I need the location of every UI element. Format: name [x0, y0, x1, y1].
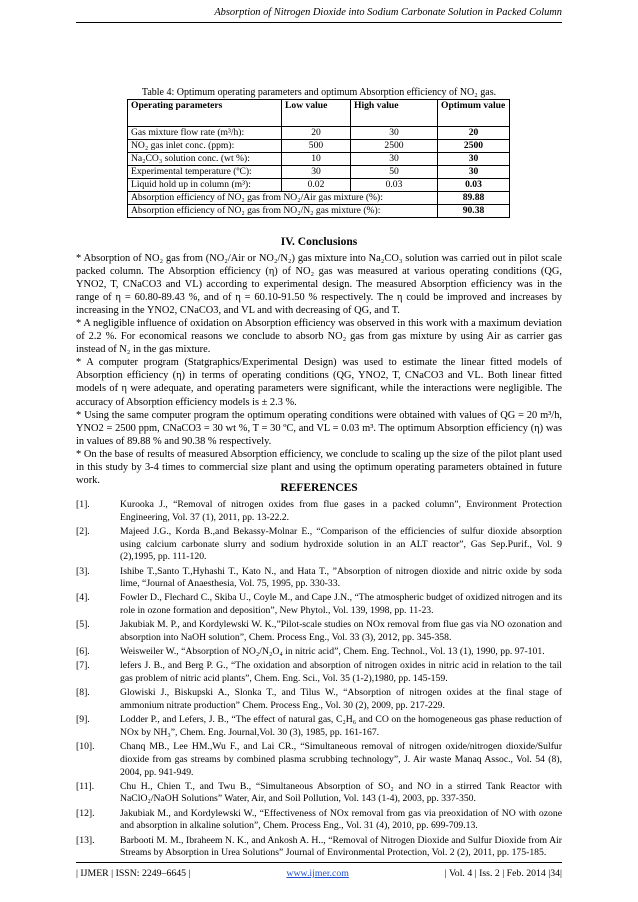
reference-text: Kurooka J., “Removal of nitrogen oxides from flue gases in a packed column”, Environment Protection Engineering, Vol. 37 (1), 2011, pp. 13-22.2. [120, 499, 562, 523]
reference-item [76, 714, 562, 739]
reference-number: [9]. [76, 714, 90, 726]
footer-issue-info: | Vol. 4 | Iss. 2 | Feb. 2014 |34| [444, 868, 562, 879]
low-value-cell: 20 [282, 127, 351, 140]
reference-number: [7]. [76, 660, 90, 672]
table-summary-row [128, 192, 510, 205]
conclusion-paragraph: * Using the same computer program the optimum operating conditions were obtained with values of QG = 20 m³/h, YNO2 = 2500 ppm, CNaCO3 = 30 wt %, T = 30 ºC, and VL = 0.03 m³. The optimum Absorption efficiency (η) was in values of 89.88 % and 90.38 % respectively. [76, 409, 562, 447]
high-value-cell: 30 [351, 153, 438, 166]
high-value-cell: 30 [351, 127, 438, 140]
reference-item [76, 566, 562, 591]
table-row [128, 179, 510, 192]
table-header-cell: Low value [282, 100, 351, 127]
table-row [128, 127, 510, 140]
optimum-value-cell: 2500 [438, 140, 510, 153]
reference-text: Chu H., Chien T., and Twu B., “Simultaneous Absorption of SO₂ and NO in a stirred Tank Reactor with NaClO₂/NaOH Solutions” Water, Air, and Soil Pollution, Vol. 143 (1-4), 2003, pp. 337-350. [120, 780, 562, 805]
reference-item [76, 781, 562, 806]
table-row [128, 153, 510, 166]
reference-text: lefers J. B., and Berg P. G., “The oxidation and absorption of nitrogen oxides in nitric acid in relation to the tail gas problem of nitric acid plants”, Chem. Eng. Sci., Vol. 35 (1-2),1980, pp. 145-159. [120, 660, 562, 685]
reference-text: Weisweiler W., “Absorption of NO₂/N₂O₄ in nitric acid”, Chem. Eng. Technol., Vol. 13 (1), 1990, pp. 97-101. [120, 646, 545, 658]
reference-text: Jakubiak M., and Kordylewski W., “Effectiveness of NOx removal from gas via preoxidation of NO with ozone and absorption in alkaline solution”, Chem. Process Eng., Vol. 31 (4), 2010, pp. 699-709.13. [120, 807, 562, 832]
page-footer [76, 868, 562, 879]
reference-item [76, 592, 562, 617]
low-value-cell: 10 [282, 153, 351, 166]
parameter-cell: Experimental temperature (ºC): [128, 166, 282, 179]
reference-text: Lodder P., and Lefers, J. B., “The effect of natural gas, C₂H₆ and CO on the homogeneous gas phase reduction of NOx by NH₃”, Chem. Eng. Journal,Vol. 30 (3), 1985, pp. 161-167. [120, 714, 562, 738]
table-header-cell: Optimum value [438, 100, 510, 127]
reference-number: [11]. [76, 780, 95, 792]
optimum-value-cell: 20 [438, 127, 510, 140]
reference-text: Fowler D., Flechard C., Skiba U., Coyle M., and Cape J.N., “The atmospheric budget of oxidized nitrogen and its role in ozone formation and deposition”, New Phytol., Vol. 139, 1998, pp. 11-23. [120, 592, 562, 617]
summary-label-cell: Absorption efficiency of NO₂ gas from NO₂/N₂ gas mixture (%): [128, 205, 438, 218]
table-header-cell: High value [351, 100, 438, 127]
conclusions-body [76, 252, 562, 487]
table-summary-row [128, 205, 510, 218]
table-header-cell: Operating parameters [128, 100, 282, 127]
high-value-cell: 0.03 [351, 179, 438, 192]
reference-number: [4]. [76, 592, 90, 604]
table-row [128, 166, 510, 179]
reference-item [76, 660, 562, 685]
reference-number: [1]. [76, 499, 90, 510]
reference-text: Ishibe T.,Santo T.,Hyhashi T., Kato N., and Hata T., ”Absorption of nitrogen dioxide and nitric oxide by soda lime, “Journal of Anaesthesia, Vol. 75, 1995, pp. 330-33. [120, 565, 562, 590]
high-value-cell: 50 [351, 166, 438, 179]
summary-label-cell: Absorption efficiency of NO₂ gas from NO₂/Air gas mixture (%): [128, 192, 438, 205]
reference-text: Jakubiak M. P., and Kordylewski W. K.,”Pilot-scale studies on NOx removal from flue gas via NO ozonation and absorption into NaOH solution”, Chem. Process Eng., Vol. 33 (3), 2012, pp. 345-358. [120, 619, 562, 644]
reference-number: [3]. [76, 565, 90, 577]
conclusion-paragraph: * Absorption of NO₂ gas from (NO₂/Air or NO₂/N₂) gas mixture into Na₂CO₃ solution was carried out in pilot scale packed column. The Absorption efficiency (η) of NO₂ gas was measured at various operating conditions (QG, YNO2, T, CNaCO3 and VL) according to experimental design. The measured Absorption efficiency was in the range of η = 60.80-89.43 %, and of η = 60.10-91.50 % respectively. The η could be improved and increases by increasing in the YNO2, CNaCO3, and VL and with decreasing of QG, and T. [76, 253, 562, 317]
table-row [128, 140, 510, 153]
conclusions-heading: IV. Conclusions [280, 236, 358, 248]
reference-item [76, 646, 562, 659]
header-rule [76, 22, 562, 23]
reference-item [76, 619, 562, 644]
reference-number: [12]. [76, 807, 95, 819]
footer-rule [76, 862, 562, 863]
reference-item [76, 741, 562, 779]
parameter-cell: Na₂CO₃ solution conc. (wt %): [128, 153, 282, 166]
high-value-cell: 2500 [351, 140, 438, 153]
table-header-row [128, 100, 510, 127]
parameter-cell: NO₂ gas inlet conc. (ppm): [128, 140, 282, 153]
conclusion-paragraph: * A negligible influence of oxidation on Absorption efficiency was observed in this work with a maximum deviation of 2.2 %. For economical reasons we conclude to absorb NO₂ gas from gas mixture by using Air as carrier gas instead of N₂ in the gas mixture. [76, 318, 562, 356]
conclusion-paragraph: * On the base of results of measured Absorption efficiency, we conclude to scaling up the size of the pilot plant used in this study by 3-4 times to commercial size plant and using the optimum operating parameters obtained in future work. [76, 448, 562, 486]
reference-number: [5]. [76, 619, 90, 631]
reference-number: [6]. [76, 646, 90, 658]
footer-url-link[interactable]: www.ijmer.com [286, 868, 349, 879]
references-heading: REFERENCES [280, 482, 358, 494]
optimum-value-cell: 30 [438, 153, 510, 166]
reference-item [76, 499, 562, 524]
references-list [76, 499, 562, 861]
reference-item [76, 808, 562, 833]
footer-journal-info: | IJMER | ISSN: 2249–6645 | [76, 868, 191, 879]
parameter-cell: Gas mixture flow rate (m³/h): [128, 127, 282, 140]
conclusion-paragraph: * A computer program (Statgraphics/Experimental Design) was used to estimate the linear fitted models of Absorption efficiency (η) in terms of operating conditions (QG, YNO2, T, CNaCO3 and VL. Both linear fitted models of η were adequate, and operating parameters were significant, while the interactions were negligible. The accuracy of Absorption efficiency models is ± 2.3 %. [76, 357, 562, 408]
parameter-cell: Liquid hold up in column (m³): [128, 179, 282, 192]
summary-value-cell: 89.88 [438, 192, 510, 205]
low-value-cell: 500 [282, 140, 351, 153]
reference-number: [10]. [76, 741, 95, 753]
low-value-cell: 0.02 [282, 179, 351, 192]
reference-text: Glowiski J., Biskupski A., Slonka T., and Tilus W., “Absorption of nitrogen oxides at the final stage of ammonium nitrate production” Chem. Process Eng., Vol. 30 (2), 2009, pp. 217-229. [120, 687, 562, 712]
reference-item [76, 687, 562, 712]
summary-value-cell: 90.38 [438, 205, 510, 218]
optimum-value-cell: 30 [438, 166, 510, 179]
reference-item [76, 835, 562, 860]
reference-text: Majeed J.G., Korda B.,and Bekassy-Molnar E., “Comparison of the efficiencies of sulfur dioxide absorption using calcium carbonate slurry and sodium hydroxide solution in an ALT reactor”, Gas Sep.Purif., Vol. 9 (2),1995, pp. 111-120. [120, 525, 562, 563]
low-value-cell: 30 [282, 166, 351, 179]
reference-text: Barbooti M. M., Ibraheem N. K., and Ankosh A. H.., “Removal of Nitrogen Dioxide and Sulfur Dioxide from Air Streams by Absorption in Urea Solutions” Journal of Environmental Protection, Vol. 2 (2), 2011, pp. 175-185. [120, 834, 562, 859]
reference-text: Chanq MB., Lee HM.,Wu F., and Lai CR., “Simultaneous removal of nitrogen oxide/nitrogen dioxide/Sulfur dioxide from gas streams by combined plasma scrubbing technology”, J. Air waste Manaq Assoc., Vol. 54 (8), 2004, pp. 941-949. [120, 741, 562, 778]
reference-item [76, 526, 562, 564]
running-header: Absorption of Nitrogen Dioxide into Sodium Carbonate Solution in Packed Column [214, 7, 562, 18]
reference-number: [8]. [76, 687, 90, 699]
table-caption: Table 4: Optimum operating parameters and optimum Absorption efficiency of NO₂ gas. [141, 87, 497, 98]
optimum-value-cell: 0.03 [438, 179, 510, 192]
reference-number: [13]. [76, 834, 95, 846]
reference-number: [2]. [76, 525, 90, 537]
optimum-parameters-table [127, 99, 510, 218]
